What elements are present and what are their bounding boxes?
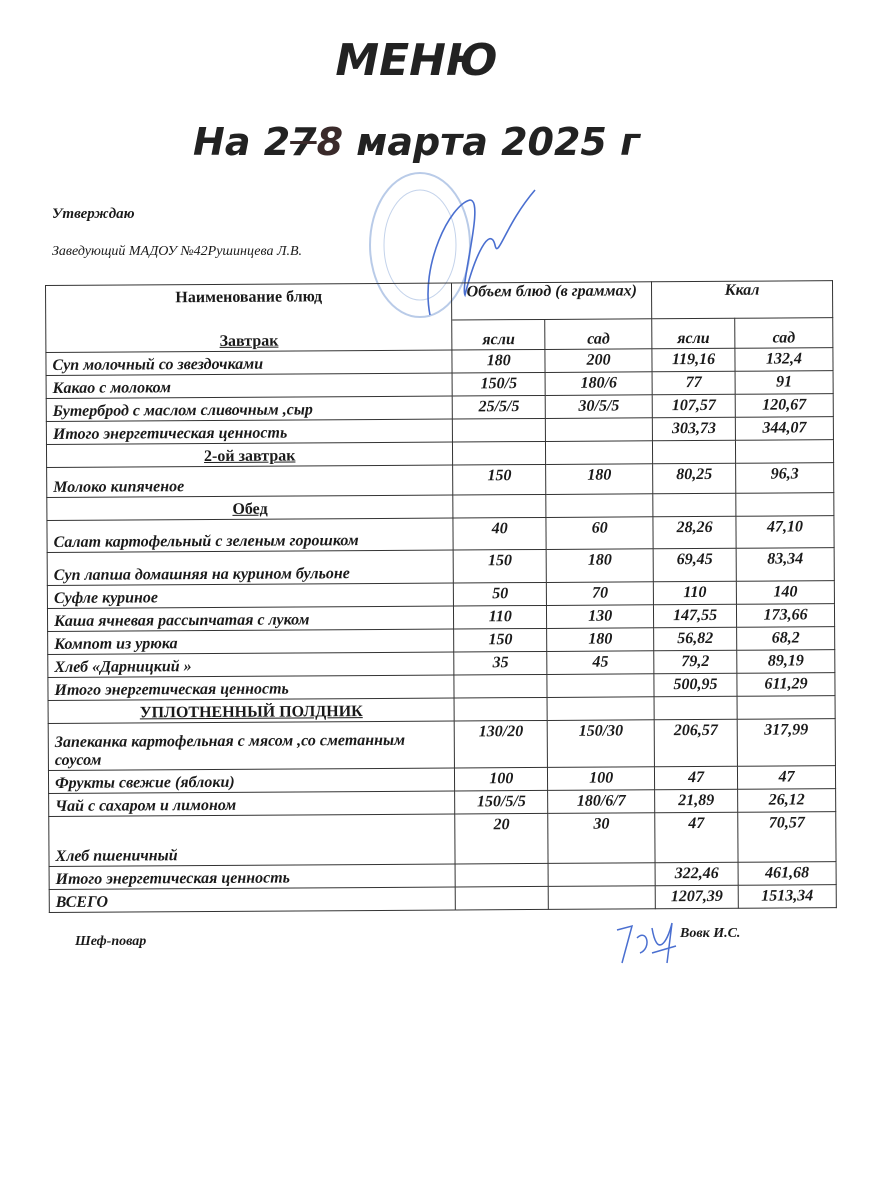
value-cell: 200	[545, 349, 652, 373]
dish-name: ВСЕГО	[49, 887, 455, 912]
menu-table	[45, 280, 837, 913]
head-name: Заведующий МАДОУ №42Рушинцева Л.В.	[52, 244, 303, 259]
value-cell: 56,82	[654, 627, 737, 651]
table-row	[47, 548, 834, 586]
value-cell: 150/5	[452, 372, 545, 396]
dish-name: Молоко кипяченое	[47, 465, 454, 497]
menu-date	[0, 120, 853, 164]
value-cell: 150	[453, 549, 546, 583]
section-title: 2-ой завтрак	[46, 442, 452, 467]
value-cell: 70	[547, 582, 654, 606]
dish-name: Салат картофельный с зеленым горошком	[47, 518, 454, 552]
dish-name: Итого энергетическая ценность	[48, 675, 454, 700]
value-cell: 47	[738, 766, 836, 790]
value-cell: 611,29	[737, 673, 835, 697]
value-cell: 60	[546, 517, 653, 550]
value-cell: 110	[454, 605, 547, 629]
dish-name: Фрукты свежие (яблоки)	[48, 768, 454, 793]
dish-name: Итого энергетическая ценность	[46, 419, 452, 444]
value-cell: 180	[546, 464, 653, 495]
date-digit-overwrite: 8	[316, 120, 344, 164]
value-cell: 500,95	[654, 673, 737, 697]
value-cell	[454, 674, 547, 698]
col-volume-header: Объем блюд (в граммах)	[452, 282, 652, 320]
value-cell: 344,07	[735, 417, 833, 441]
value-cell: 132,4	[735, 348, 833, 372]
value-cell: 110	[653, 581, 736, 605]
value-cell	[548, 863, 655, 887]
value-cell: 45	[547, 651, 654, 675]
value-cell: 317,99	[737, 719, 835, 767]
dish-name: Хлеб «Дарницкий »	[48, 652, 454, 677]
value-cell: 140	[736, 581, 834, 605]
value-cell: 461,68	[738, 862, 836, 886]
dish-name: Какао с молоком	[46, 373, 452, 398]
value-cell: 150/30	[547, 720, 654, 768]
value-cell: 26,12	[738, 789, 836, 813]
value-cell: 69,45	[653, 548, 736, 582]
value-cell: 83,34	[736, 548, 834, 582]
date-rest: марта 2025 г	[343, 120, 640, 164]
dish-name: Запеканка картофельная с мясом ,со сметанным соусом	[48, 721, 455, 770]
dish-name: Суп молочный со звездочками	[46, 350, 452, 375]
value-cell: 40	[453, 517, 546, 550]
value-cell: 47	[655, 812, 738, 863]
value-cell: 21,89	[655, 789, 738, 813]
value-cell: 119,16	[652, 348, 735, 372]
chef-name: Вовк И.С.	[680, 926, 741, 941]
dish-name: Итого энергетическая ценность	[49, 864, 455, 889]
value-cell: 79,2	[654, 650, 737, 674]
col-kcal-header: Ккал	[652, 281, 833, 319]
chef-label: Шеф-повар	[75, 934, 147, 949]
value-cell: 77	[652, 371, 735, 395]
value-cell: 130/20	[454, 720, 547, 768]
date-prefix: На 2	[193, 120, 291, 164]
value-cell: 28,26	[653, 516, 736, 549]
dish-name: Суп лапша домашняя на курином бульоне	[47, 550, 454, 585]
value-cell	[456, 886, 549, 910]
value-cell: 68,2	[737, 627, 835, 651]
dish-name: Суфле куриное	[47, 583, 453, 608]
value-cell	[548, 886, 655, 910]
section-title: Обед	[47, 495, 453, 520]
table-row	[48, 719, 835, 771]
value-cell: 89,19	[737, 650, 835, 674]
value-cell: 180/6/7	[548, 790, 655, 814]
value-cell: 322,46	[655, 862, 738, 886]
value-cell: 50	[454, 582, 547, 606]
table-row	[49, 812, 836, 867]
dish-name: Бутерброд с маслом сливочным ,сыр	[46, 396, 452, 421]
menu-title: МЕНЮ	[335, 35, 498, 86]
col-name-header: Наименование блюд	[46, 283, 453, 322]
value-cell: 91	[735, 371, 833, 395]
value-cell	[455, 863, 548, 887]
dish-name: Чай с сахаром и лимоном	[49, 791, 455, 816]
subheader-3: сад	[735, 318, 833, 349]
value-cell: 30	[548, 813, 655, 864]
table-row	[47, 463, 834, 498]
value-cell: 30/5/5	[545, 395, 652, 419]
chef-signature	[612, 918, 678, 968]
value-cell: 206,57	[654, 719, 737, 767]
value-cell: 1207,39	[655, 885, 738, 909]
value-cell: 1513,34	[738, 885, 836, 909]
value-cell: 100	[455, 767, 548, 791]
value-cell: 100	[548, 767, 655, 791]
subheader-0: ясли	[452, 319, 545, 350]
dish-name: Каша ячневая рассыпчатая с луком	[47, 606, 453, 631]
value-cell: 180	[547, 628, 654, 652]
value-cell: 47	[655, 766, 738, 790]
value-cell: 180	[546, 549, 653, 583]
value-cell: 35	[454, 651, 547, 675]
value-cell: 180/6	[545, 372, 652, 396]
value-cell: 303,73	[652, 417, 735, 441]
value-cell: 130	[547, 605, 654, 629]
value-cell: 70,57	[738, 812, 836, 863]
value-cell	[547, 674, 654, 698]
table-row	[47, 516, 834, 553]
value-cell	[546, 418, 653, 442]
value-cell: 96,3	[736, 463, 834, 494]
date-digit: 7	[290, 120, 317, 164]
value-cell: 120,67	[735, 394, 833, 418]
value-cell: 20	[455, 813, 548, 864]
dish-name: Хлеб пшеничный	[49, 814, 456, 866]
value-cell: 107,57	[652, 394, 735, 418]
value-cell: 147,55	[654, 604, 737, 628]
table-row	[49, 885, 836, 913]
dish-name: Компот из урюка	[48, 629, 454, 654]
section-breakfast: Завтрак	[46, 320, 453, 352]
value-cell: 47,10	[736, 516, 834, 549]
value-cell: 80,25	[653, 463, 736, 494]
subheader-1: сад	[545, 319, 652, 350]
value-cell: 173,66	[737, 604, 835, 628]
value-cell: 150/5/5	[455, 790, 548, 814]
value-cell: 150	[453, 464, 546, 495]
approve-label: Утверждаю	[52, 206, 135, 222]
section-title: УПЛОТНЕННЫЙ ПОЛДНИК	[48, 698, 454, 723]
value-cell: 150	[454, 628, 547, 652]
value-cell: 25/5/5	[453, 395, 546, 419]
value-cell	[453, 418, 546, 442]
subheader-2: ясли	[652, 318, 735, 349]
value-cell: 180	[452, 349, 545, 373]
